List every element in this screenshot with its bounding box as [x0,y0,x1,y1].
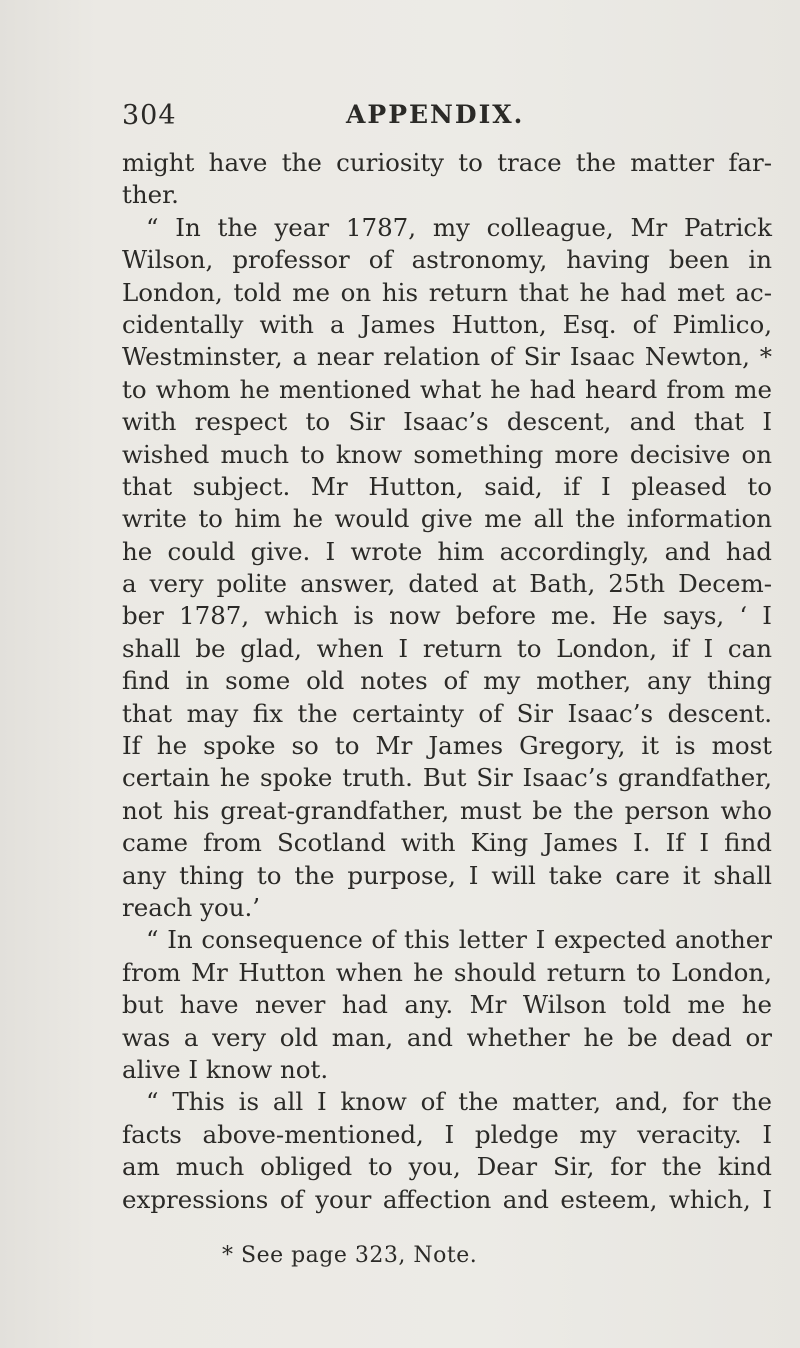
text-line: “ This is all I know of the matter, and, for the [146,1087,772,1117]
text-line: Wilson, professor of astronomy, having been in [122,245,772,275]
text-line: “ In the year 1787, my colleague, Mr Patrick [146,212,772,242]
text-line: came from Scotland with King James I. If I find [122,828,772,858]
text-line: find in some old notes of my mother, any thing [122,666,772,696]
text-line: to whom he mentioned what he had heard from me [122,374,772,404]
footnote: * See page 323, Note. [222,1243,478,1268]
page-header [122,100,720,140]
text-line: he could give. I wrote him accordingly, and had [122,536,772,566]
body-text [122,147,772,1216]
text-line: with respect to Sir Isaac’s descent, and that I [122,407,772,437]
text-line: facts above-mentioned, I pledge my veracity. I [122,1119,772,1149]
text-line: might have the curiosity to trace the matter far- [122,148,772,177]
text-line: “ In consequence of this letter I expected another [146,925,772,955]
text-line: reach you.’ [122,892,261,922]
text-line: London, told me on his return that he had met ac- [122,277,772,307]
text-line: a very polite answer, dated at Bath, 25th Decem- [122,569,772,599]
text-line: cidentally with a James Hutton, Esq. of Pimlico, [122,309,772,339]
text-line: but have never had any. Mr Wilson told me he [122,990,772,1020]
text-line: that subject. Mr Hutton, said, if I pleased to [122,471,772,501]
text-line: If he spoke so to Mr James Gregory, it is most [122,731,772,761]
text-line: write to him he would give me all the information [122,504,772,534]
text-line: expressions of your affection and esteem, which, I [122,1184,772,1214]
text-line: am much obliged to you, Dear Sir, for the kind [122,1152,772,1182]
text-line: alive I know not. [122,1054,329,1084]
text-line: not his great-grandfather, must be the person who [122,795,772,825]
text-line: Westminster, a near relation of Sir Isaac Newton, * [122,342,772,372]
text-line: from Mr Hutton when he should return to London, [122,957,772,987]
page-number: 304 [122,100,177,131]
text-line: certain he spoke truth. But Sir Isaac’s grandfather, [122,763,772,793]
text-line: any thing to the purpose, I will take care it shall [122,860,772,890]
text-line: wished much to know something more decisive on [122,439,772,469]
text-line: that may fix the certainty of Sir Isaac’s descent. [122,698,772,728]
text-line: ther. [122,180,179,210]
running-head: APPENDIX. [346,100,525,129]
text-line: was a very old man, and whether he be dead or [122,1022,772,1052]
text-line: shall be glad, when I return to London, if I can [122,633,772,663]
text-line: ber 1787, which is now before me. He says, ‘ I [122,601,772,631]
